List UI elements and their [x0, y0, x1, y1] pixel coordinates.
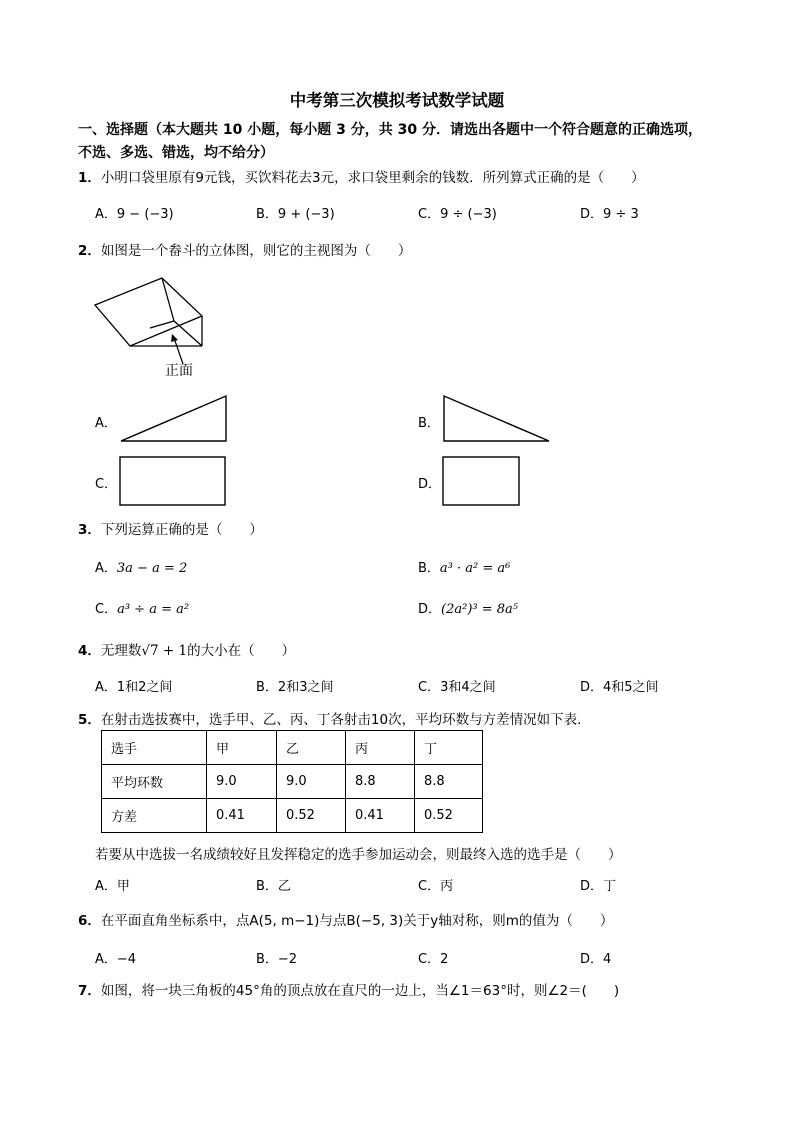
q5-option-b[interactable]: B．乙 [256, 879, 291, 894]
table-cell: 9.0 [277, 765, 346, 799]
q6-option-c[interactable]: C．2 [418, 952, 449, 967]
q2-option-a[interactable]: A． [95, 416, 117, 431]
question-number: 5． [78, 712, 101, 728]
table-cell: 平均环数 [102, 765, 207, 799]
q1-option-b[interactable]: B．9 + (−3) [256, 207, 335, 222]
question-1 [78, 166, 645, 186]
q3-option-d[interactable] [418, 598, 518, 617]
question-2 [78, 239, 411, 259]
option-letter: B． [418, 561, 440, 576]
q6-option-a[interactable]: A．−4 [95, 952, 137, 967]
question-stem-expression: √7 + 1 [141, 643, 188, 659]
option-expression: 3a − a = 2 [116, 561, 188, 576]
q3-option-b[interactable] [418, 557, 510, 576]
table-cell: 方差 [102, 799, 207, 833]
question-number: 4． [78, 643, 101, 659]
option-letter: D． [418, 602, 442, 617]
q4-option-c[interactable]: C．3和4之间 [418, 680, 496, 695]
q2-option-b-figure[interactable] [441, 393, 553, 445]
q5-option-a[interactable]: A．甲 [95, 879, 130, 894]
table-cell: 0.52 [277, 799, 346, 833]
table-header-cell: 丙 [346, 731, 415, 765]
q2-option-d[interactable]: D． [418, 477, 442, 492]
option-expression: (2a²)³ = 8a⁵ [441, 602, 518, 617]
question-6 [78, 909, 613, 929]
question-number: 1． [78, 170, 101, 186]
table-row [102, 799, 483, 833]
dustpan-3d-figure [90, 276, 215, 386]
question-stem-post: 的大小在（ ） [187, 643, 296, 659]
q2-option-d-figure[interactable] [441, 455, 523, 507]
table-header-row [102, 731, 483, 765]
section-heading-line1: 一、选择题（本大题共 10 小题，每小题 3 分，共 30 分．请选出各题中一个符合题意的正确选项， [78, 122, 702, 138]
q5-option-d[interactable]: D．丁 [580, 879, 617, 894]
question-stem: 小明口袋里原有9元钱，买饮料花去3元，求口袋里剩余的钱数．所列算式正确的是（ ） [100, 170, 645, 186]
question-7 [78, 979, 619, 999]
q2-option-c-figure[interactable] [118, 455, 230, 507]
page-title: 中考第三次模拟考试数学试题 [289, 91, 505, 110]
table-cell: 0.41 [346, 799, 415, 833]
table-cell: 0.52 [415, 799, 483, 833]
question-5 [78, 708, 591, 728]
table-cell: 8.8 [415, 765, 483, 799]
q6-option-d[interactable]: D．4 [580, 952, 612, 967]
question-5-followup: 若要从中选拔一名成绩较好且发挥稳定的选手参加运动会，则最终入选的选手是（ ） [95, 847, 622, 863]
question-stem: 如图是一个畚斗的立体图，则它的主视图为（ ） [100, 243, 412, 259]
q4-option-d[interactable]: D．4和5之间 [580, 680, 659, 695]
q5-option-c[interactable]: C．丙 [418, 879, 454, 894]
question-stem: 在平面直角坐标系中，点A(5, m−1)与点B(−5, 3)关于y轴对称，则m的值为（ ） [100, 913, 614, 929]
table-header-cell: 甲 [207, 731, 277, 765]
question-number: 3． [78, 522, 101, 538]
option-letter: C． [95, 602, 118, 617]
section-heading-line2: 不选、多选、错选，均不给分） [78, 145, 274, 161]
q3-option-c[interactable] [95, 598, 189, 617]
q1-option-d[interactable]: D．9 ÷ 3 [580, 207, 639, 222]
q4-option-a[interactable]: A．1和2之间 [95, 680, 173, 695]
q2-option-c[interactable]: C． [95, 477, 118, 492]
option-expression: a³ · a² = a⁶ [439, 561, 511, 576]
q4-option-b[interactable]: B．2和3之间 [256, 680, 334, 695]
question-stem: 如图，将一块三角板的45°角的顶点放在直尺的一边上，当∠1＝63°时，则∠2＝( ) [100, 983, 620, 999]
q3-option-a[interactable] [95, 557, 187, 576]
q6-option-b[interactable]: B．−2 [256, 952, 298, 967]
option-expression: a³ ÷ a = a² [117, 602, 190, 617]
question-stem: 下列运算正确的是（ ） [100, 522, 263, 538]
table-cell: 0.41 [207, 799, 277, 833]
table-cell: 9.0 [207, 765, 277, 799]
scores-table [101, 730, 483, 833]
table-header-cell: 选手 [102, 731, 207, 765]
question-3 [78, 518, 263, 538]
question-number: 7． [78, 983, 101, 999]
question-stem-pre: 无理数 [100, 643, 142, 659]
question-4 [78, 639, 295, 659]
question-number: 2． [78, 243, 101, 259]
q1-option-a[interactable]: A．9 − (−3) [95, 207, 174, 222]
table-header-cell: 丁 [415, 731, 483, 765]
front-label: 正面 [165, 363, 193, 379]
table-header-cell: 乙 [277, 731, 346, 765]
q2-option-b[interactable]: B． [418, 416, 440, 431]
q2-option-a-figure[interactable] [118, 393, 230, 445]
question-stem: 在射击选拔赛中，选手甲、乙、丙、丁各射击10次，平均环数与方差情况如下表． [100, 712, 591, 728]
q1-option-c[interactable]: C．9 ÷ (−3) [418, 207, 497, 222]
option-letter: A． [95, 561, 117, 576]
question-number: 6． [78, 913, 101, 929]
table-row [102, 765, 483, 799]
table-cell: 8.8 [346, 765, 415, 799]
